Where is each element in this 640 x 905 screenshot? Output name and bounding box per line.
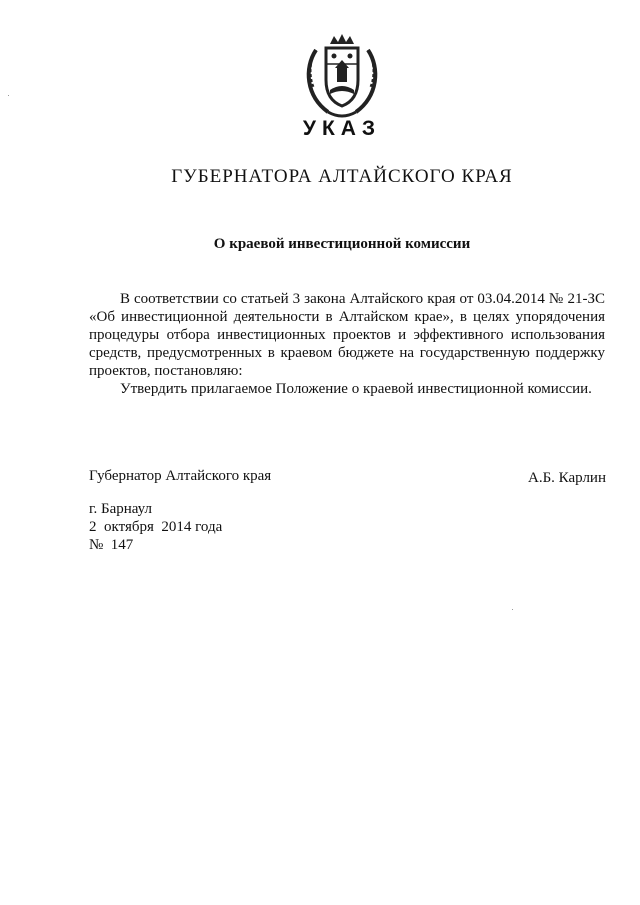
scan-speck [8,95,9,96]
decree-footer [89,500,222,554]
decree-title: УКАЗ [302,117,382,140]
body-paragraph: Утвердить прилагаемое Положение о краевой инвестиционной комиссии. [120,381,592,397]
decree-heading: О краевой инвестиционной комиссии [213,236,471,252]
decree-body [89,290,605,398]
footer-number: № 147 [89,537,134,553]
signatory-position: Губернатор Алтайского края [89,468,272,484]
footer-city: г. Барнаул [89,501,152,517]
footer-date: 2 октября 2014 года [89,519,223,535]
coat-of-arms-emblem [302,30,382,122]
body-paragraph: В соответствии со статьей 3 закона Алтайского края от 03.04.2014 № 21-ЗС «Об инвестиционной деятельности в Алтайском крае», в целях упорядочения процедуры отбора инвестиционных проектов и эффективного использования средств, предусмотренных в краевом бюджете на государственную поддержку проектов, постановляю: [89,291,605,379]
scan-speck [512,609,513,610]
decree-subtitle: ГУБЕРНАТОРА АЛТАЙСКОГО КРАЯ [171,166,513,187]
signatory-name: А.Б. Карлин [527,470,606,486]
